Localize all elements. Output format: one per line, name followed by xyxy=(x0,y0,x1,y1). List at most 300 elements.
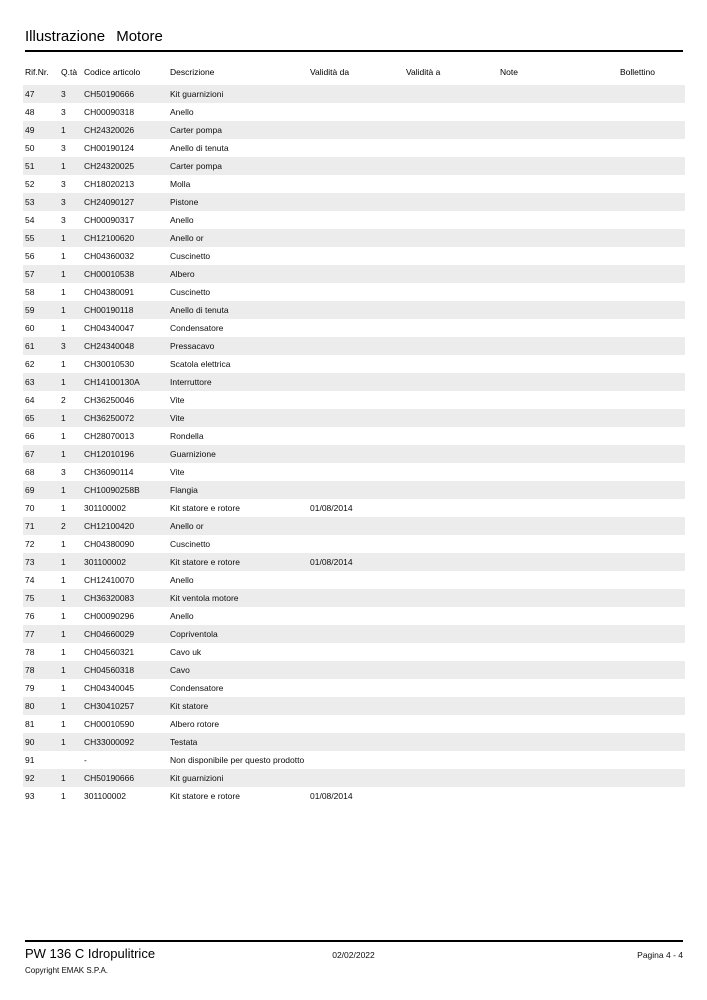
cell-rif: 59 xyxy=(25,305,35,315)
table-row xyxy=(23,391,685,409)
cell-bollettino xyxy=(618,103,685,109)
cell-qta: 1 xyxy=(61,593,66,603)
cell-validita_da xyxy=(308,661,404,667)
cell-validita_a xyxy=(404,607,498,613)
cell-validita_a xyxy=(404,625,498,631)
cell-codice: CH04560321 xyxy=(84,647,135,657)
cell-rif: 58 xyxy=(25,287,35,297)
cell-descrizione: Anello xyxy=(170,107,194,117)
cell-validita_a xyxy=(404,229,498,235)
footer-date: 02/02/2022 xyxy=(332,950,375,960)
cell-rif: 63 xyxy=(25,377,35,387)
column-header-validita-da: Validità da xyxy=(310,67,350,77)
footer-product-title: PW 136 C Idropulitrice xyxy=(25,946,156,961)
table-row xyxy=(23,157,685,175)
cell-descrizione: Cuscinetto xyxy=(170,539,211,549)
table-row xyxy=(23,661,685,679)
cell-codice: CH00090317 xyxy=(84,215,135,225)
cell-qta: 1 xyxy=(61,575,66,585)
cell-validita_a xyxy=(404,175,498,181)
cell-codice: CH50190666 xyxy=(84,89,135,99)
cell-qta: 1 xyxy=(61,701,66,711)
cell-bollettino xyxy=(618,769,685,775)
cell-note xyxy=(498,733,618,739)
cell-descrizione: Rondella xyxy=(170,431,204,441)
cell-codice: CH04380090 xyxy=(84,539,135,549)
cell-bollettino xyxy=(618,157,685,163)
cell-rif: 56 xyxy=(25,251,35,261)
table-row xyxy=(23,625,685,643)
table-row xyxy=(23,499,685,517)
cell-note xyxy=(498,463,618,469)
cell-descrizione: Cuscinetto xyxy=(170,287,211,297)
cell-qta: 3 xyxy=(61,143,66,153)
cell-bollettino xyxy=(618,733,685,739)
cell-validita_da xyxy=(308,427,404,433)
cell-rif: 79 xyxy=(25,683,35,693)
cell-codice: CH12100420 xyxy=(84,521,135,531)
cell-validita_a xyxy=(404,391,498,397)
cell-rif: 65 xyxy=(25,413,35,423)
cell-bollettino xyxy=(618,445,685,451)
cell-descrizione: Copriventola xyxy=(170,629,218,639)
cell-rif: 78 xyxy=(25,647,35,657)
cell-validita_a xyxy=(404,85,498,91)
cell-rif: 67 xyxy=(25,449,35,459)
cell-validita_da xyxy=(308,733,404,739)
cell-validita_da: 01/08/2014 xyxy=(310,557,353,567)
cell-note xyxy=(498,85,618,91)
cell-rif: 78 xyxy=(25,665,35,675)
cell-validita_da xyxy=(308,589,404,595)
cell-validita_da xyxy=(308,481,404,487)
cell-bollettino xyxy=(618,319,685,325)
cell-validita_a xyxy=(404,409,498,415)
cell-validita_da xyxy=(308,193,404,199)
cell-codice: CH04560318 xyxy=(84,665,135,675)
cell-rif: 51 xyxy=(25,161,35,171)
cell-qta: 1 xyxy=(61,377,66,387)
cell-descrizione: Molla xyxy=(170,179,191,189)
cell-validita_da xyxy=(308,373,404,379)
cell-validita_a xyxy=(404,247,498,253)
cell-descrizione: Pressacavo xyxy=(170,341,215,351)
cell-note xyxy=(498,787,618,793)
table-row xyxy=(23,697,685,715)
cell-rif: 68 xyxy=(25,467,35,477)
table-row xyxy=(23,265,685,283)
cell-qta: 1 xyxy=(61,665,66,675)
cell-validita_da xyxy=(308,139,404,145)
cell-qta: 2 xyxy=(61,521,66,531)
cell-descrizione: Vite xyxy=(170,395,185,405)
cell-descrizione: Kit ventola motore xyxy=(170,593,239,603)
cell-qta: 1 xyxy=(61,323,66,333)
cell-validita_da xyxy=(308,463,404,469)
table-row xyxy=(23,283,685,301)
cell-qta: 1 xyxy=(61,647,66,657)
cell-validita_da xyxy=(308,283,404,289)
cell-note xyxy=(498,499,618,505)
cell-qta: 1 xyxy=(61,251,66,261)
cell-validita_a xyxy=(404,553,498,559)
cell-note xyxy=(498,175,618,181)
cell-note xyxy=(498,193,618,199)
cell-validita_da xyxy=(308,229,404,235)
cell-note xyxy=(498,715,618,721)
cell-descrizione: Scatola elettrica xyxy=(170,359,231,369)
cell-descrizione: Cuscinetto xyxy=(170,251,211,261)
cell-validita_da xyxy=(308,625,404,631)
table-row xyxy=(23,121,685,139)
cell-codice: CH36250046 xyxy=(84,395,135,405)
parts-table xyxy=(23,62,685,805)
cell-qta: 3 xyxy=(61,89,66,99)
cell-note xyxy=(498,211,618,217)
cell-codice: CH00090296 xyxy=(84,611,135,621)
cell-qta: 3 xyxy=(61,197,66,207)
cell-qta: 1 xyxy=(61,431,66,441)
cell-bollettino xyxy=(618,643,685,649)
cell-bollettino xyxy=(618,427,685,433)
cell-validita_a xyxy=(404,463,498,469)
cell-note xyxy=(498,643,618,649)
cell-descrizione: Anello xyxy=(170,575,194,585)
cell-qta: 1 xyxy=(61,449,66,459)
cell-descrizione: Anello xyxy=(170,611,194,621)
cell-qta: 1 xyxy=(61,611,66,621)
cell-rif: 55 xyxy=(25,233,35,243)
cell-rif: 74 xyxy=(25,575,35,585)
cell-codice: CH24340048 xyxy=(84,341,135,351)
title-divider xyxy=(25,50,683,52)
cell-bollettino xyxy=(618,463,685,469)
cell-note xyxy=(498,751,618,757)
cell-bollettino xyxy=(618,517,685,523)
cell-validita_a xyxy=(404,499,498,505)
cell-descrizione: Guarnizione xyxy=(170,449,216,459)
cell-qta: 1 xyxy=(61,773,66,783)
cell-codice: CH24090127 xyxy=(84,197,135,207)
cell-validita_a xyxy=(404,373,498,379)
cell-codice: CH00190118 xyxy=(84,305,134,315)
cell-codice: CH36250072 xyxy=(84,413,135,423)
cell-bollettino xyxy=(618,625,685,631)
cell-codice: CH04380091 xyxy=(84,287,135,297)
cell-validita_a xyxy=(404,517,498,523)
cell-validita_da xyxy=(308,517,404,523)
cell-validita_a xyxy=(404,445,498,451)
cell-validita_a xyxy=(404,535,498,541)
cell-rif: 72 xyxy=(25,539,35,549)
cell-rif: 92 xyxy=(25,773,35,783)
cell-rif: 49 xyxy=(25,125,35,135)
cell-rif: 54 xyxy=(25,215,35,225)
cell-rif: 71 xyxy=(25,521,35,531)
cell-rif: 60 xyxy=(25,323,35,333)
table-body xyxy=(23,85,685,805)
cell-note xyxy=(498,157,618,163)
cell-qta: 1 xyxy=(61,719,66,729)
cell-note xyxy=(498,607,618,613)
table-row xyxy=(23,319,685,337)
cell-codice: CH00010538 xyxy=(84,269,135,279)
cell-validita_a xyxy=(404,589,498,595)
cell-note xyxy=(498,373,618,379)
cell-validita_da xyxy=(308,103,404,109)
cell-descrizione: Carter pompa xyxy=(170,125,222,135)
cell-rif: 77 xyxy=(25,629,35,639)
cell-codice: CH36320083 xyxy=(84,593,135,603)
cell-rif: 73 xyxy=(25,557,35,567)
cell-bollettino xyxy=(618,283,685,289)
cell-note xyxy=(498,337,618,343)
cell-validita_a xyxy=(404,283,498,289)
cell-qta: 1 xyxy=(61,791,66,801)
cell-qta: 2 xyxy=(61,395,66,405)
cell-bollettino xyxy=(618,139,685,145)
cell-validita_da xyxy=(308,355,404,361)
cell-qta: 1 xyxy=(61,269,66,279)
cell-validita_a xyxy=(404,337,498,343)
cell-rif: 80 xyxy=(25,701,35,711)
cell-codice: CH04340045 xyxy=(84,683,135,693)
cell-descrizione: Carter pompa xyxy=(170,161,222,171)
table-header-row xyxy=(23,62,685,85)
cell-bollettino xyxy=(618,229,685,235)
cell-descrizione: Albero rotore xyxy=(170,719,220,729)
cell-rif: 57 xyxy=(25,269,35,279)
table-row xyxy=(23,373,685,391)
table-row xyxy=(23,193,685,211)
cell-descrizione: Anello xyxy=(170,215,194,225)
cell-validita_da: 01/08/2014 xyxy=(310,791,353,801)
page-title: Illustrazione Motore xyxy=(25,28,163,45)
cell-descrizione: Albero xyxy=(170,269,195,279)
cell-note xyxy=(498,769,618,775)
cell-qta: 1 xyxy=(61,161,66,171)
cell-validita_a xyxy=(404,193,498,199)
cell-qta: 1 xyxy=(61,233,66,243)
cell-qta: 1 xyxy=(61,125,66,135)
cell-codice: CH10090258B xyxy=(84,485,140,495)
cell-note xyxy=(498,355,618,361)
cell-rif: 66 xyxy=(25,431,35,441)
table-row xyxy=(23,553,685,571)
cell-descrizione: Anello or xyxy=(170,521,204,531)
cell-validita_da xyxy=(308,157,404,163)
cell-codice: CH00010590 xyxy=(84,719,135,729)
cell-descrizione: Pistone xyxy=(170,197,199,207)
cell-rif: 61 xyxy=(25,341,35,351)
table-row xyxy=(23,751,685,769)
cell-codice: CH04340047 xyxy=(84,323,135,333)
table-row xyxy=(23,643,685,661)
cell-qta: 1 xyxy=(61,503,66,513)
cell-validita_da xyxy=(308,571,404,577)
cell-descrizione: Vite xyxy=(170,467,185,477)
cell-qta: 3 xyxy=(61,341,66,351)
cell-note xyxy=(498,481,618,487)
cell-codice: CH36090114 xyxy=(84,467,134,477)
cell-validita_a xyxy=(404,661,498,667)
cell-qta: 3 xyxy=(61,179,66,189)
cell-bollettino xyxy=(618,337,685,343)
cell-codice: CH24320026 xyxy=(84,125,135,135)
cell-rif: 90 xyxy=(25,737,35,747)
cell-rif: 62 xyxy=(25,359,35,369)
cell-bollettino xyxy=(618,373,685,379)
cell-qta: 1 xyxy=(61,683,66,693)
cell-qta: 3 xyxy=(61,215,66,225)
cell-validita_a xyxy=(404,715,498,721)
cell-validita_da xyxy=(308,265,404,271)
column-header-note: Note xyxy=(500,67,518,77)
column-header-bollettino: Bollettino xyxy=(620,67,655,77)
table-row xyxy=(23,481,685,499)
cell-rif: 91 xyxy=(25,755,35,765)
cell-descrizione: Non disponibile per questo prodotto xyxy=(170,755,305,765)
cell-bollettino xyxy=(618,85,685,91)
cell-descrizione: Condensatore xyxy=(170,323,224,333)
cell-bollettino xyxy=(618,661,685,667)
cell-bollettino xyxy=(618,265,685,271)
cell-bollettino xyxy=(618,697,685,703)
cell-bollettino xyxy=(618,787,685,793)
column-header-descrizione: Descrizione xyxy=(170,67,215,77)
cell-validita_da xyxy=(308,643,404,649)
table-row xyxy=(23,301,685,319)
table-row xyxy=(23,769,685,787)
cell-codice: CH18020213 xyxy=(84,179,135,189)
table-row xyxy=(23,571,685,589)
cell-descrizione: Cavo xyxy=(170,665,190,675)
cell-note xyxy=(498,265,618,271)
cell-bollettino xyxy=(618,247,685,253)
cell-bollettino xyxy=(618,715,685,721)
cell-descrizione: Anello or xyxy=(170,233,204,243)
cell-qta xyxy=(57,751,82,757)
cell-validita_a xyxy=(404,769,498,775)
cell-descrizione: Testata xyxy=(170,737,198,747)
cell-qta: 1 xyxy=(61,737,66,747)
footer-divider xyxy=(25,940,683,942)
cell-validita_a xyxy=(404,751,498,757)
footer-copyright: Copyright EMAK S.P.A. xyxy=(25,966,108,975)
cell-codice: CH12010196 xyxy=(84,449,135,459)
table-row xyxy=(23,85,685,103)
column-header-codice-articolo: Codice articolo xyxy=(84,67,141,77)
table-row xyxy=(23,409,685,427)
table-row xyxy=(23,535,685,553)
cell-bollettino xyxy=(618,751,685,757)
cell-validita_a xyxy=(404,319,498,325)
cell-codice: 301100002 xyxy=(84,791,126,801)
cell-descrizione: Kit statore e rotore xyxy=(170,791,240,801)
table-row xyxy=(23,175,685,193)
table-row xyxy=(23,427,685,445)
cell-codice: CH28070013 xyxy=(84,431,135,441)
cell-validita_a xyxy=(404,571,498,577)
cell-codice: CH12100620 xyxy=(84,233,135,243)
cell-validita_da xyxy=(308,607,404,613)
cell-validita_a xyxy=(404,733,498,739)
cell-validita_a xyxy=(404,301,498,307)
cell-rif: 47 xyxy=(25,89,35,99)
cell-codice: CH30410257 xyxy=(84,701,135,711)
cell-qta: 1 xyxy=(61,287,66,297)
table-row xyxy=(23,607,685,625)
table-row xyxy=(23,733,685,751)
cell-validita_a xyxy=(404,121,498,127)
cell-note xyxy=(498,391,618,397)
cell-note xyxy=(498,679,618,685)
cell-validita_a xyxy=(404,103,498,109)
cell-codice: - xyxy=(84,755,87,765)
cell-note xyxy=(498,121,618,127)
table-row xyxy=(23,211,685,229)
cell-rif: 50 xyxy=(25,143,35,153)
cell-codice: CH14100130A xyxy=(84,377,140,387)
cell-bollettino xyxy=(618,193,685,199)
cell-validita_a xyxy=(404,679,498,685)
cell-bollettino xyxy=(618,607,685,613)
cell-descrizione: Anello di tenuta xyxy=(170,305,229,315)
cell-validita_a xyxy=(404,481,498,487)
cell-bollettino xyxy=(618,571,685,577)
cell-validita_da: 01/08/2014 xyxy=(310,503,353,513)
cell-qta: 1 xyxy=(61,359,66,369)
cell-bollettino xyxy=(618,499,685,505)
cell-note xyxy=(498,301,618,307)
cell-note xyxy=(498,247,618,253)
cell-validita_da xyxy=(308,409,404,415)
cell-validita_da xyxy=(308,337,404,343)
cell-note xyxy=(498,319,618,325)
cell-descrizione: Vite xyxy=(170,413,185,423)
cell-bollettino xyxy=(618,121,685,127)
cell-rif: 70 xyxy=(25,503,35,513)
table-row xyxy=(23,445,685,463)
cell-codice: CH00090318 xyxy=(84,107,135,117)
cell-bollettino xyxy=(618,301,685,307)
cell-descrizione: Anello di tenuta xyxy=(170,143,229,153)
cell-qta: 1 xyxy=(61,629,66,639)
cell-bollettino xyxy=(618,409,685,415)
cell-validita_da xyxy=(308,319,404,325)
cell-note xyxy=(498,625,618,631)
table-row xyxy=(23,517,685,535)
cell-note xyxy=(498,553,618,559)
cell-validita_da xyxy=(308,211,404,217)
cell-note xyxy=(498,283,618,289)
cell-validita_da xyxy=(308,301,404,307)
cell-validita_da xyxy=(308,697,404,703)
cell-validita_a xyxy=(404,427,498,433)
table-row xyxy=(23,679,685,697)
cell-note xyxy=(498,427,618,433)
cell-bollettino xyxy=(618,391,685,397)
footer-page-number: Pagina 4 - 4 xyxy=(637,950,683,960)
cell-qta: 3 xyxy=(61,107,66,117)
table-row xyxy=(23,787,685,805)
cell-rif: 93 xyxy=(25,791,35,801)
cell-rif: 69 xyxy=(25,485,35,495)
cell-note xyxy=(498,229,618,235)
cell-descrizione: Interruttore xyxy=(170,377,212,387)
cell-bollettino xyxy=(618,679,685,685)
table-row xyxy=(23,103,685,121)
